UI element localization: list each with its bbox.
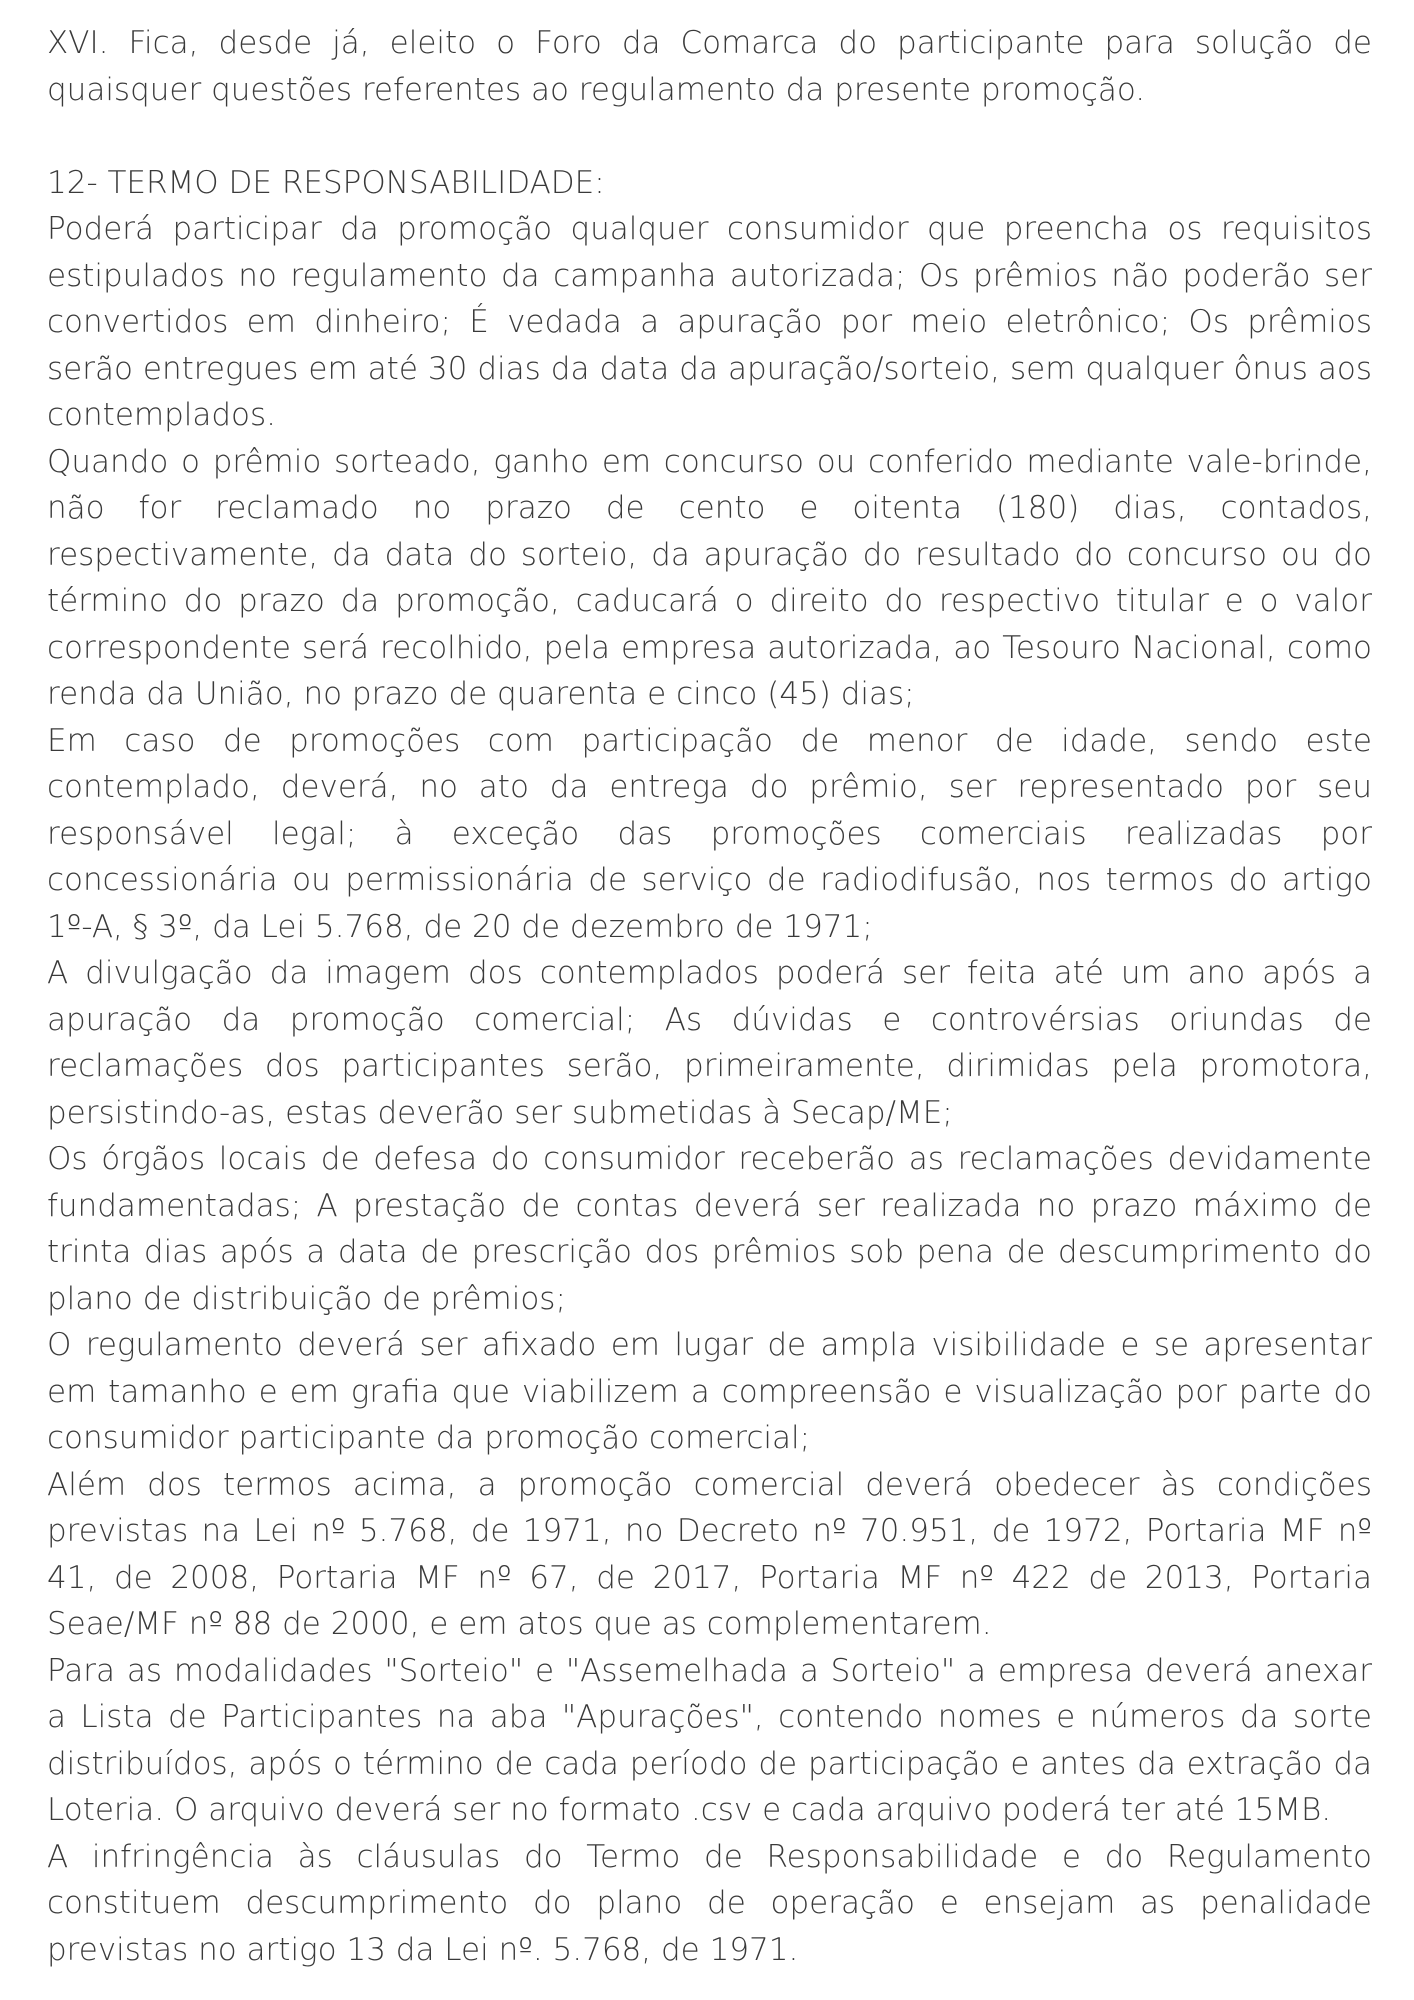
paragraph-7: Além dos termos acima, a promoção comercial deverá obedecer às condições previstas na Lei nº 5.768, de 1971, no Decreto nº 70.951, de 1972, Portaria MF nº 41, de 2008, Portaria MF nº 67, de 2017, Portaria MF nº 422 de 2013, Portaria Seae/MF nº 88 de 2000, e em atos que as complementarem. xyxy=(47,1466,1372,1642)
document-page xyxy=(47,20,1372,1973)
paragraph-3: Em caso de promoções com participação de menor de idade, sendo este contemplado, deverá, no ato da entrega do prêmio, ser representado por seu responsável legal; à exceção das promoções comerciais realizadas por concessionária ou permissionária de serviço de radiodifusão, nos termos do artigo 1º-A, § 3º, da Lei 5.768, de 20 de dezembro de 1971; xyxy=(47,722,1372,945)
paragraph-6: O regulamento deverá ser afixado em lugar de ampla visibilidade e se apresentar em tamanho e em grafia que viabilizem a compreensão e visualização por parte do consumidor participante da promoção comercial; xyxy=(47,1327,1372,1456)
paragraph-8: Para as modalidades "Sorteio" e "Assemelhada a Sorteio" a empresa deverá anexar a Lista de Participantes na aba "Apurações", contendo nomes e números da sorte distribuídos, após o término de cada período de participação e antes da extração da Loteria. O arquivo deverá ser no formato .csv e cada arquivo poderá ter até 15MB. xyxy=(47,1652,1372,1828)
paragraph-5: Os órgãos locais de defesa do consumidor receberão as reclamações devidamente fundamentadas; A prestação de contas deverá ser realizada no prazo máximo de trinta dias após a data de prescrição dos prêmios sob pena de descumprimento do plano de distribuição de prêmios; xyxy=(47,1141,1372,1317)
paragraph-spacer xyxy=(47,113,1372,160)
clause-xvi: XVI. Fica, desde já, eleito o Foro da Comarca do participante para solução de quaisquer questões referentes ao regulamento da presente promoção. xyxy=(47,25,1372,108)
paragraph-4: A divulgação da imagem dos contemplados poderá ser feita até um ano após a apuração da promoção comercial; As dúvidas e controvérsias oriundas de reclamações dos participantes serão, primeiramente, dirimidas pela promotora, persistindo-as, estas deverão ser submetidas à Secap/ME; xyxy=(47,955,1372,1131)
paragraph-9: A infringência às cláusulas do Termo de Responsabilidade e do Regulamento constituem descumprimento do plano de operação e ensejam as penalidade previstas no artigo 13 da Lei nº. 5.768, de 1971. xyxy=(47,1838,1372,1968)
paragraph-2: Quando o prêmio sorteado, ganho em concurso ou conferido mediante vale-brinde, não for reclamado no prazo de cento e oitenta (180) dias, contados, respectivamente, da data do sorteio, da apuração do resultado do concurso ou do término do prazo da promoção, caducará o direito do respectivo titular e o valor correspondente será recolhido, pela empresa autorizada, ao Tesouro Nacional, como renda da União, no prazo de quarenta e cinco (45) dias; xyxy=(47,443,1372,712)
paragraph-1: Poderá participar da promoção qualquer consumidor que preencha os requisitos estipulados no regulamento da campanha autorizada; Os prêmios não poderão ser convertidos em dinheiro; É vedada a apuração por meio eletrônico; Os prêmios serão entregues em até 30 dias da data da apuração/sorteio, sem qualquer ônus aos contemplados. xyxy=(47,211,1372,433)
section-heading: 12- TERMO DE RESPONSABILIDADE: xyxy=(47,164,605,201)
